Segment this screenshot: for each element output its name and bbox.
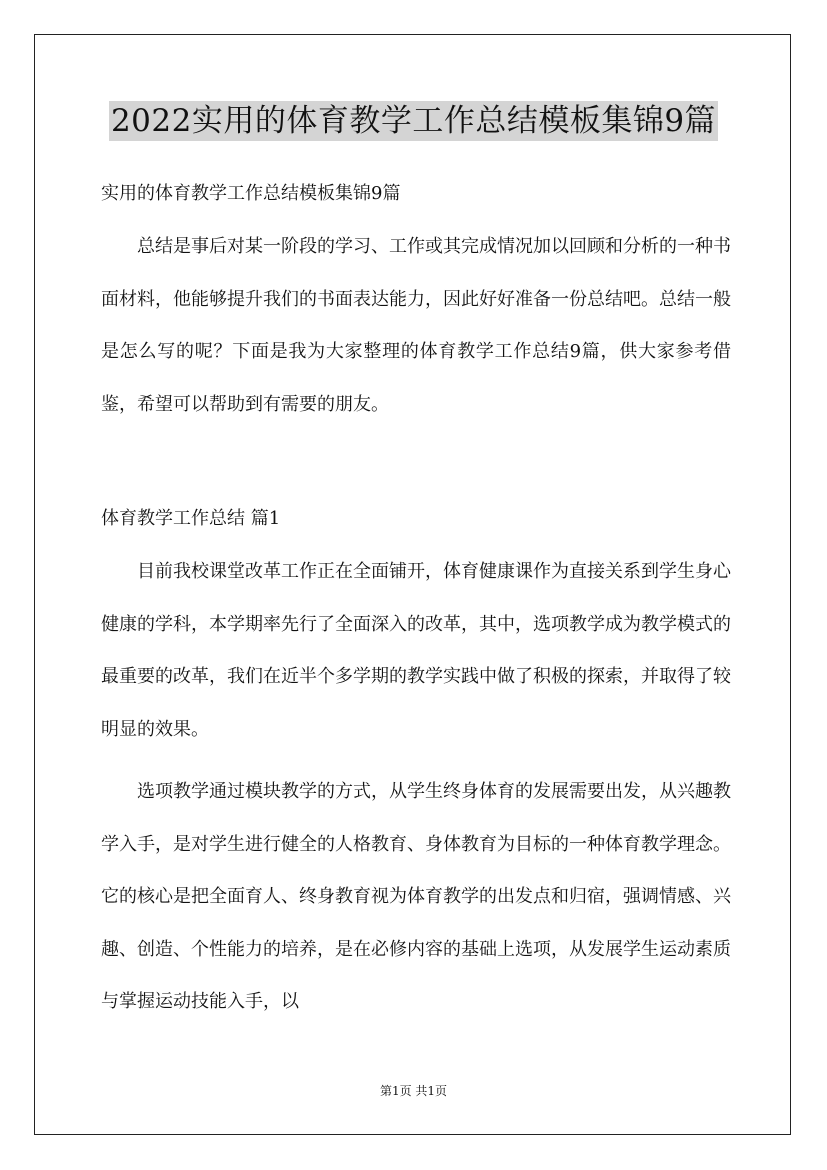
page-footer: 第1页 共1页 [379,1084,448,1098]
body-paragraph-1: 目前我校课堂改革工作正在全面铺开，体育健康课作为直接关系到学生身心健康的学科，本学期率先行了全面深入的改革，其中，选项教学成为教学模式的最重要的改革，我们在近半个多学期的教学实践中做了积极的探索，并取得了较明显的效果。 [101,561,731,740]
title-container [0,101,827,141]
body-paragraph-2: 选项教学通过模块教学的方式，从学生终身体育的发展需要出发，从兴趣教学入手，是对学生进行健全的人格教育、身体教育为目标的一种体育教学理念。它的核心是把全面育人、终身教育视为体育教学的出发点和归宿，强调情感、兴趣、创造、个性能力的培养，是在必修内容的基础上选项，从发展学生运动素质与掌握运动技能入手，以 [101,781,731,1012]
document-subtitle: 实用的体育教学工作总结模板集锦9篇 [101,183,401,204]
section-heading: 体育教学工作总结 篇1 [101,508,281,529]
document-title: 2022实用的体育教学工作总结模板集锦9篇 [110,103,717,139]
intro-paragraph: 总结是事后对某一阶段的学习、工作或其完成情况加以回顾和分析的一种书面材料，他能够提升我们的书面表达能力，因此好好准备一份总结吧。总结一般是怎么写的呢？下面是我为大家整理的体育教学工作总结9篇，供大家参考借鉴，希望可以帮助到有需要的朋友。 [101,236,731,415]
